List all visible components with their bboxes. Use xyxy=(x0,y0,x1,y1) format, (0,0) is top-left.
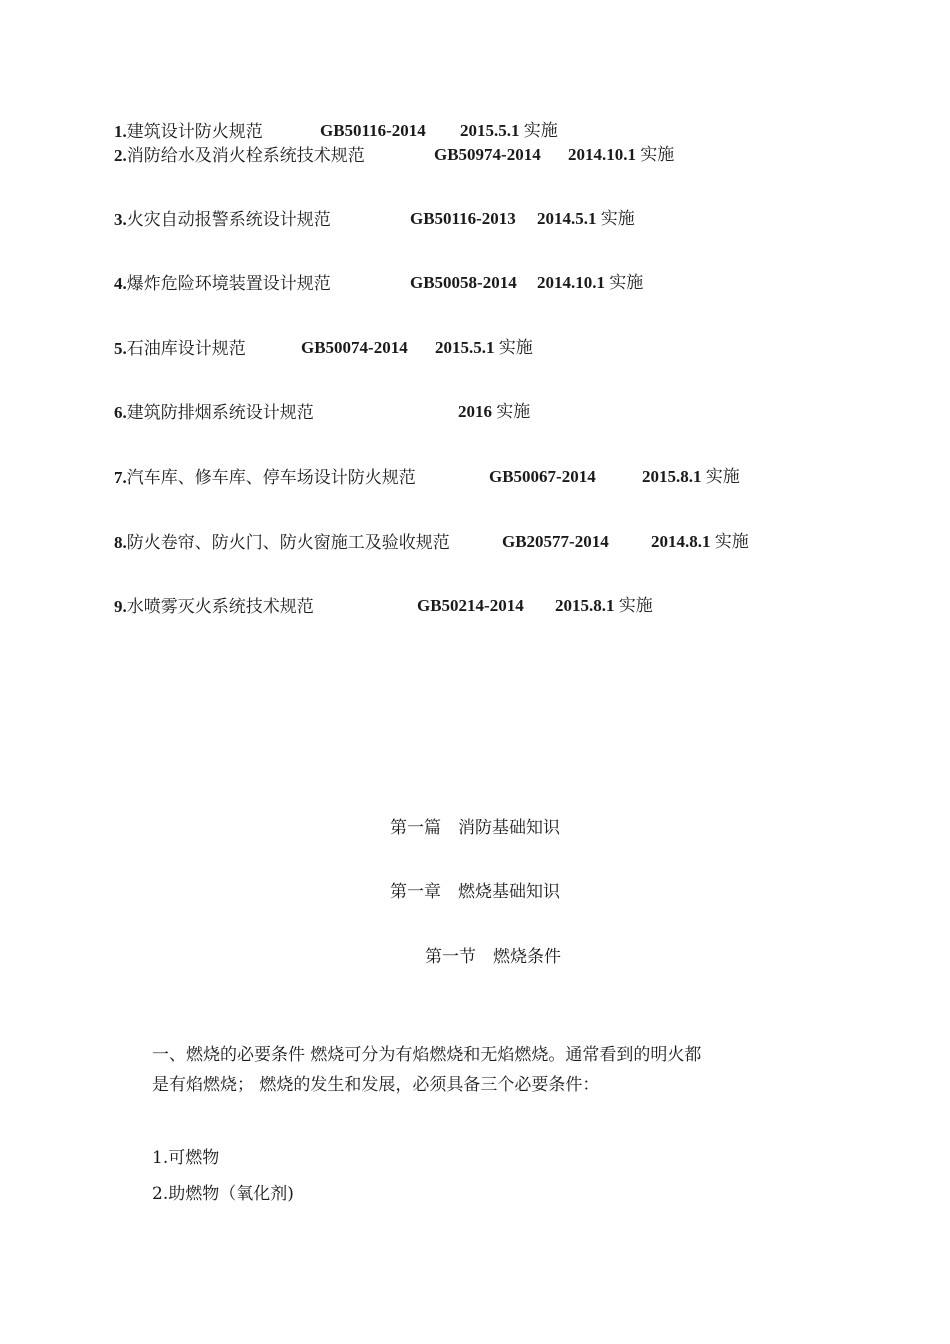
standard-number: 9. xyxy=(114,597,127,616)
standard-code: GB50116-2014 xyxy=(320,121,426,140)
standard-row-5 xyxy=(114,337,533,361)
chapter-heading: 第一章 燃烧基础知识 xyxy=(390,882,560,902)
standard-name: 建筑防排烟系统设计规范 xyxy=(126,403,314,423)
standard-name: 火灾自动报警系统设计规范 xyxy=(126,210,331,230)
standard-row-6 xyxy=(114,401,531,425)
body-paragraph: 一、燃烧的必要条件 燃烧可分为有焰燃烧和无焰燃烧。通常看到的明火都是有焰燃烧； 燃烧的发生和发展，必须具备三个必要条件： xyxy=(152,1045,702,1095)
standard-code: GB50058-2014 xyxy=(410,273,517,292)
standard-row-1 xyxy=(114,120,558,144)
list-item-1: 1.可燃物 xyxy=(152,1148,220,1168)
list-item-2: 2.助燃物（氧化剂) xyxy=(152,1184,294,1204)
standard-row-7 xyxy=(114,466,740,490)
standard-number: 4. xyxy=(114,274,127,293)
standard-code: GB50214-2014 xyxy=(417,596,524,615)
standard-code: GB50974-2014 xyxy=(434,145,541,164)
standard-row-3 xyxy=(114,208,635,232)
standard-number: 8. xyxy=(114,533,127,552)
standard-effective-date: 2015.8.1 实施 xyxy=(642,467,740,487)
standard-effective-date: 2014.8.1 实施 xyxy=(651,532,749,552)
part-heading: 第一篇 消防基础知识 xyxy=(390,818,560,838)
standard-effective-date: 2016 实施 xyxy=(458,402,531,422)
standard-row-8 xyxy=(114,531,749,555)
standard-number: 7. xyxy=(114,468,127,487)
standard-name: 水喷雾灭火系统技术规范 xyxy=(126,597,314,617)
standard-row-2 xyxy=(114,144,675,168)
standard-effective-date: 2014.10.1 实施 xyxy=(537,273,644,293)
standard-code: GB50116-2013 xyxy=(410,209,516,228)
standard-name: 防火卷帘、防火门、防火窗施工及验收规范 xyxy=(126,533,450,553)
standard-effective-date: 2015.5.1 实施 xyxy=(460,121,558,141)
standard-effective-date: 2014.5.1 实施 xyxy=(537,209,635,229)
standard-row-4 xyxy=(114,272,644,296)
standard-code: GB50067-2014 xyxy=(489,467,596,486)
standard-number: 6. xyxy=(114,403,127,422)
standard-name: 爆炸危险环境装置设计规范 xyxy=(126,274,331,294)
standard-number: 5. xyxy=(114,339,127,358)
standard-name: 石油库设计规范 xyxy=(126,339,246,359)
standard-name: 消防给水及消火栓系统技术规范 xyxy=(126,146,365,166)
standard-number: 2. xyxy=(114,146,127,165)
standard-effective-date: 2015.5.1 实施 xyxy=(435,338,533,358)
standard-effective-date: 2014.10.1 实施 xyxy=(568,145,675,165)
standard-effective-date: 2015.8.1 实施 xyxy=(555,596,653,616)
standard-name: 建筑设计防火规范 xyxy=(126,122,263,142)
section-heading: 第一节 燃烧条件 xyxy=(425,947,561,967)
standard-number: 1. xyxy=(114,122,127,141)
standard-row-9 xyxy=(114,595,653,619)
standard-name: 汽车库、修车库、停车场设计防火规范 xyxy=(126,468,416,488)
standard-number: 3. xyxy=(114,210,127,229)
standard-code: GB20577-2014 xyxy=(502,532,609,551)
standard-code: GB50074-2014 xyxy=(301,338,408,357)
